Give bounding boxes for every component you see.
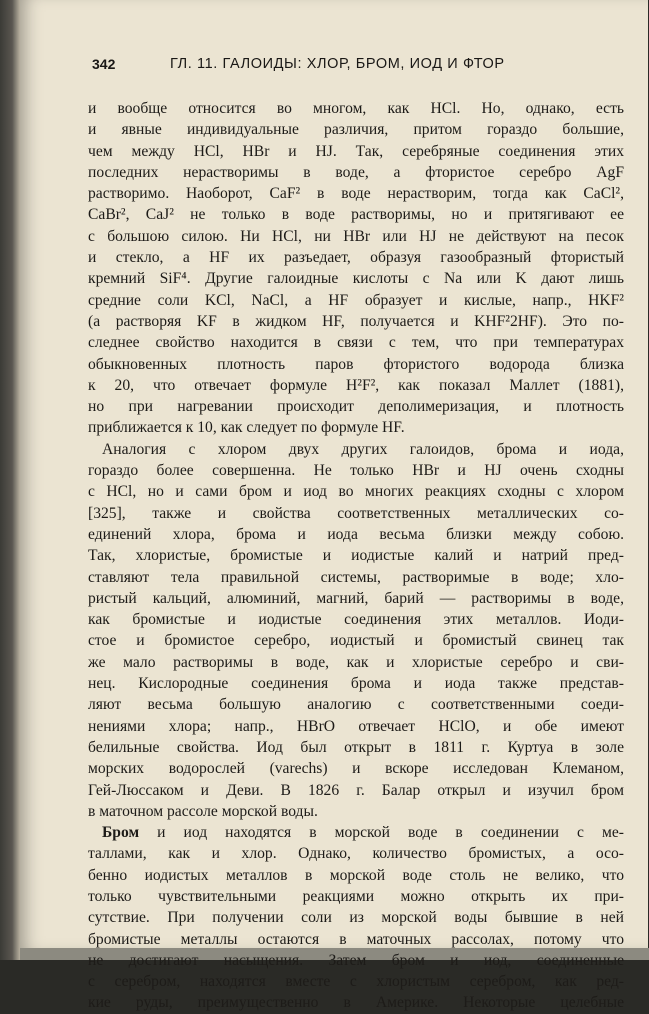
text-line: растворимо. Наоборот, CaF² в воде нерастворим, тогда как CaCl², xyxy=(88,185,624,203)
text-line: кие руды, преимущественно в Америке. Некоторые целебные xyxy=(88,994,624,1012)
text-line: сутствие. При получении соли из морской воды бывшие в ней xyxy=(88,909,624,927)
text-line xyxy=(88,822,624,843)
text-line: нениями хлора; напр., HBrO отвечает HClO, и обе имеют xyxy=(88,717,624,735)
text-line: обыкновенных плотность паров фтористого водорода близка xyxy=(88,355,624,373)
page-header xyxy=(92,56,550,80)
text-line: и явные индивидуальные различия, притом гораздо большие, xyxy=(88,121,624,139)
paragraph-3 xyxy=(88,822,624,1014)
text-line: стое и бромистое серебро, иодистый и бромистый свинец так xyxy=(88,632,624,650)
book-spine-shadow xyxy=(0,0,22,960)
page-number: 342 xyxy=(92,56,116,72)
running-head: ГЛ. 11. ГАЛОИДЫ: ХЛОР, БРОМ, ИОД И ФТОР xyxy=(170,56,505,72)
text-line: Аналогия с хлором двух других галоидов, брома и иода, xyxy=(102,440,624,458)
paragraph-2 xyxy=(88,439,624,822)
text-line: CaBr², CaJ² не только в воде растворимы, но и притягивают ее xyxy=(88,206,624,224)
text-line: но при нагревании происходит деполимеризация, и плотность xyxy=(88,398,624,416)
text-line: ставляют тела правильной системы, растворимые в воде; хло- xyxy=(88,568,624,586)
text-line: белильные свойства. Иод был открыт в 1811 г. Куртуа в золе xyxy=(88,738,624,756)
text-line: морских водорослей (varechs) и вскоре исследован Клеманом, xyxy=(88,760,624,778)
text-line: бромистые металлы остаются в маточных рассолах, потому что xyxy=(88,930,624,948)
text-line: нец. Кислородные соединения брома и иода также представ- xyxy=(88,675,624,693)
paragraph-1 xyxy=(88,98,624,439)
text-line: к 20, что отвечает формуле H²F², как показал Маллет (1881), xyxy=(88,376,624,394)
text-line: с серебром, находятся вместе с хлористым серебром, как ред- xyxy=(88,973,624,991)
text-line: как бромистые и иодистые соединения этих металлов. Иоди- xyxy=(88,611,624,629)
text-line: только чувствительными реакциями можно открыть их при- xyxy=(88,887,624,905)
text-line: последних нерастворимы в воде, а фтористое серебро AgF xyxy=(88,163,624,181)
text-line: и стекло, а HF их разъедает, образуя газообразный фтористый xyxy=(88,249,624,267)
text-line: не достигают насыщения. Затем бром и иод, соединенные xyxy=(88,951,624,969)
text-line: (а растворяя KF в жидком HF, получается и KHF²2HF). Это по- xyxy=(88,312,624,330)
text-line: и вообще относится во многом, как HCl. Но, однако, есть xyxy=(88,100,624,117)
text-line: в маточном рассоле морской воды. xyxy=(88,802,318,820)
text-line: бенно иодистых металлов в морской воде столь не велико, что xyxy=(88,866,624,884)
text-line: с HCl, но и сами бром и иод во многих реакциях сходны с хлором xyxy=(88,483,624,501)
text-line: единений хлора, брома и иода весьма близки между собою. xyxy=(88,525,624,543)
text-line: с большою силою. Ни HCl, ни HBr или HJ не действуют на песок xyxy=(88,227,624,245)
text-line: [325], также и свойства соответственных металлических со- xyxy=(88,504,624,522)
text-line: приближается к 10, как следует по формуле HF. xyxy=(88,419,405,437)
text-line: Гей-Люссаком и Деви. В 1826 г. Балар открыл и изучил бром xyxy=(88,781,624,799)
text-line: средние соли KCl, NaCl, а HF образует и кислые, напр., HKF² xyxy=(88,291,624,309)
text-line: кремний SiF⁴. Другие галоидные кислоты с Na или K дают лишь xyxy=(88,270,624,288)
body-text xyxy=(88,98,624,1014)
text-line: гораздо более совершенна. Не только HBr и HJ очень сходны xyxy=(88,462,624,480)
text-line: следнее свойство находится в связи с тем, что при температурах xyxy=(88,334,624,352)
text-line: ляют весьма большую аналогию с соответственными соеди- xyxy=(88,696,624,714)
text-line: таллами, как и хлор. Однако, количество бромистых, а осо- xyxy=(88,845,624,863)
text-line: чем между HCl, HBr и HJ. Так, серебряные соединения этих xyxy=(88,142,624,160)
bold-lead-word: Бром xyxy=(102,824,140,842)
text-line: же мало растворимы в воде, как и хлористые серебро и сви- xyxy=(88,653,624,671)
text-line: Так, хлористые, бромистые и иодистые калий и натрий пред- xyxy=(88,547,624,565)
text-line: ристый кальций, алюминий, магний, барий — растворимы в воде, xyxy=(88,589,624,607)
text-line-rest: и иод находятся в морской воде в соединении с ме- xyxy=(139,824,624,842)
